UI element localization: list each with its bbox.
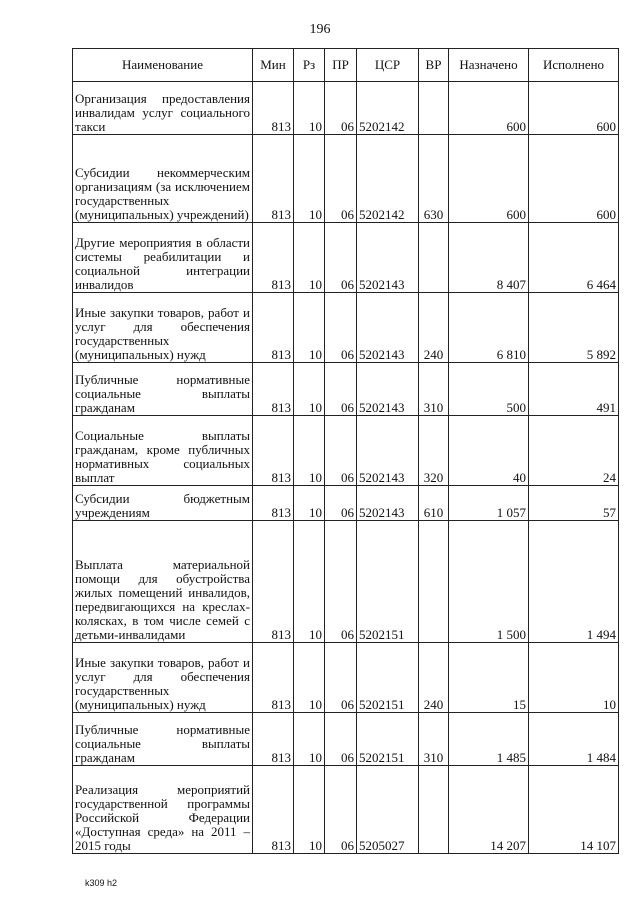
row-name: Социальные выплаты гражданам, кроме публичных нормативных социальных выплат [73, 416, 253, 486]
table-row [73, 293, 619, 363]
row-pr: 06 [325, 486, 357, 521]
row-min: 813 [253, 293, 294, 363]
row-pr: 06 [325, 713, 357, 766]
header-min: Мин [253, 49, 294, 82]
row-rz: 10 [294, 766, 325, 854]
table-row [73, 486, 619, 521]
row-vr: 240 [419, 643, 449, 713]
row-pr: 06 [325, 766, 357, 854]
row-vr [419, 766, 449, 854]
row-ispolneno: 24 [529, 416, 619, 486]
row-ispolneno: 14 107 [529, 766, 619, 854]
row-vr: 630 [419, 135, 449, 223]
row-pr: 06 [325, 82, 357, 135]
row-rz: 10 [294, 643, 325, 713]
row-name: Другие мероприятия в области системы реабилитации и социальной интеграции инвалидов [73, 223, 253, 293]
row-rz: 10 [294, 293, 325, 363]
row-min: 813 [253, 135, 294, 223]
row-ispolneno: 491 [529, 363, 619, 416]
row-name: Публичные нормативные социальные выплаты гражданам [73, 363, 253, 416]
table-header-row [73, 49, 619, 82]
row-min: 813 [253, 766, 294, 854]
row-name: Иные закупки товаров, работ и услуг для обеспечения государственных (муниципальных) нужд [73, 643, 253, 713]
row-name: Субсидии некоммерческим организациям (за исключением государственных (муниципальных) учреждений) [73, 135, 253, 223]
row-ispolneno: 600 [529, 82, 619, 135]
row-csr: 5202143 [357, 363, 419, 416]
row-min: 813 [253, 363, 294, 416]
row-csr: 5202143 [357, 416, 419, 486]
header-csr: ЦСР [357, 49, 419, 82]
row-pr: 06 [325, 521, 357, 643]
row-min: 813 [253, 521, 294, 643]
row-naznacheno: 14 207 [449, 766, 529, 854]
footer-code: k309 h2 [85, 878, 118, 888]
row-csr: 5202142 [357, 82, 419, 135]
row-rz: 10 [294, 82, 325, 135]
header-rz: Рз [294, 49, 325, 82]
row-csr: 5202143 [357, 486, 419, 521]
row-name: Выплата материальной помощи для обустройства жилых помещений инвалидов, передвигающихся на креслах-колясках, в том числе семей с детьми-инвалидами [73, 521, 253, 643]
row-ispolneno: 10 [529, 643, 619, 713]
row-pr: 06 [325, 293, 357, 363]
row-rz: 10 [294, 521, 325, 643]
row-min: 813 [253, 82, 294, 135]
row-csr: 5202143 [357, 293, 419, 363]
row-pr: 06 [325, 363, 357, 416]
header-naznacheno: Назначено [449, 49, 529, 82]
row-naznacheno: 40 [449, 416, 529, 486]
row-vr: 310 [419, 713, 449, 766]
row-vr [419, 521, 449, 643]
budget-table [72, 48, 619, 854]
row-vr: 240 [419, 293, 449, 363]
row-rz: 10 [294, 713, 325, 766]
row-csr: 5202151 [357, 713, 419, 766]
table-row [73, 521, 619, 643]
row-name: Реализация мероприятий государственной программы Российской Федерации «Доступная среда» на 2011 – 2015 годы [73, 766, 253, 854]
row-vr: 320 [419, 416, 449, 486]
row-name: Организация предоставления инвалидам услуг социального такси [73, 82, 253, 135]
row-pr: 06 [325, 223, 357, 293]
row-vr [419, 223, 449, 293]
table-row [73, 82, 619, 135]
table-row [73, 223, 619, 293]
table-row [73, 363, 619, 416]
row-ispolneno: 1 484 [529, 713, 619, 766]
row-pr: 06 [325, 643, 357, 713]
header-ispolneno: Исполнено [529, 49, 619, 82]
table-row [73, 643, 619, 713]
row-naznacheno: 8 407 [449, 223, 529, 293]
row-rz: 10 [294, 135, 325, 223]
row-min: 813 [253, 643, 294, 713]
table-row [73, 135, 619, 223]
row-naznacheno: 1 057 [449, 486, 529, 521]
table-row [73, 713, 619, 766]
row-naznacheno: 600 [449, 135, 529, 223]
row-rz: 10 [294, 223, 325, 293]
table-body [73, 82, 619, 854]
row-min: 813 [253, 223, 294, 293]
row-naznacheno: 600 [449, 82, 529, 135]
row-ispolneno: 57 [529, 486, 619, 521]
header-pr: ПР [325, 49, 357, 82]
row-naznacheno: 6 810 [449, 293, 529, 363]
row-pr: 06 [325, 135, 357, 223]
header-name: Наименование [73, 49, 253, 82]
row-csr: 5202151 [357, 643, 419, 713]
row-ispolneno: 6 464 [529, 223, 619, 293]
row-naznacheno: 15 [449, 643, 529, 713]
row-vr: 610 [419, 486, 449, 521]
row-csr: 5202143 [357, 223, 419, 293]
row-vr: 310 [419, 363, 449, 416]
row-vr [419, 82, 449, 135]
row-pr: 06 [325, 416, 357, 486]
header-vr: ВР [419, 49, 449, 82]
row-naznacheno: 1 500 [449, 521, 529, 643]
row-ispolneno: 1 494 [529, 521, 619, 643]
row-min: 813 [253, 416, 294, 486]
row-min: 813 [253, 713, 294, 766]
page-number: 196 [309, 22, 331, 37]
row-csr: 5202142 [357, 135, 419, 223]
row-name: Субсидии бюджетным учреждениям [73, 486, 253, 521]
table-row [73, 416, 619, 486]
table-row [73, 766, 619, 854]
row-csr: 5205027 [357, 766, 419, 854]
row-csr: 5202151 [357, 521, 419, 643]
row-naznacheno: 1 485 [449, 713, 529, 766]
row-name: Иные закупки товаров, работ и услуг для обеспечения государственных (муниципальных) нужд [73, 293, 253, 363]
row-rz: 10 [294, 416, 325, 486]
row-rz: 10 [294, 486, 325, 521]
row-name: Публичные нормативные социальные выплаты гражданам [73, 713, 253, 766]
row-ispolneno: 600 [529, 135, 619, 223]
row-ispolneno: 5 892 [529, 293, 619, 363]
row-min: 813 [253, 486, 294, 521]
row-naznacheno: 500 [449, 363, 529, 416]
row-rz: 10 [294, 363, 325, 416]
